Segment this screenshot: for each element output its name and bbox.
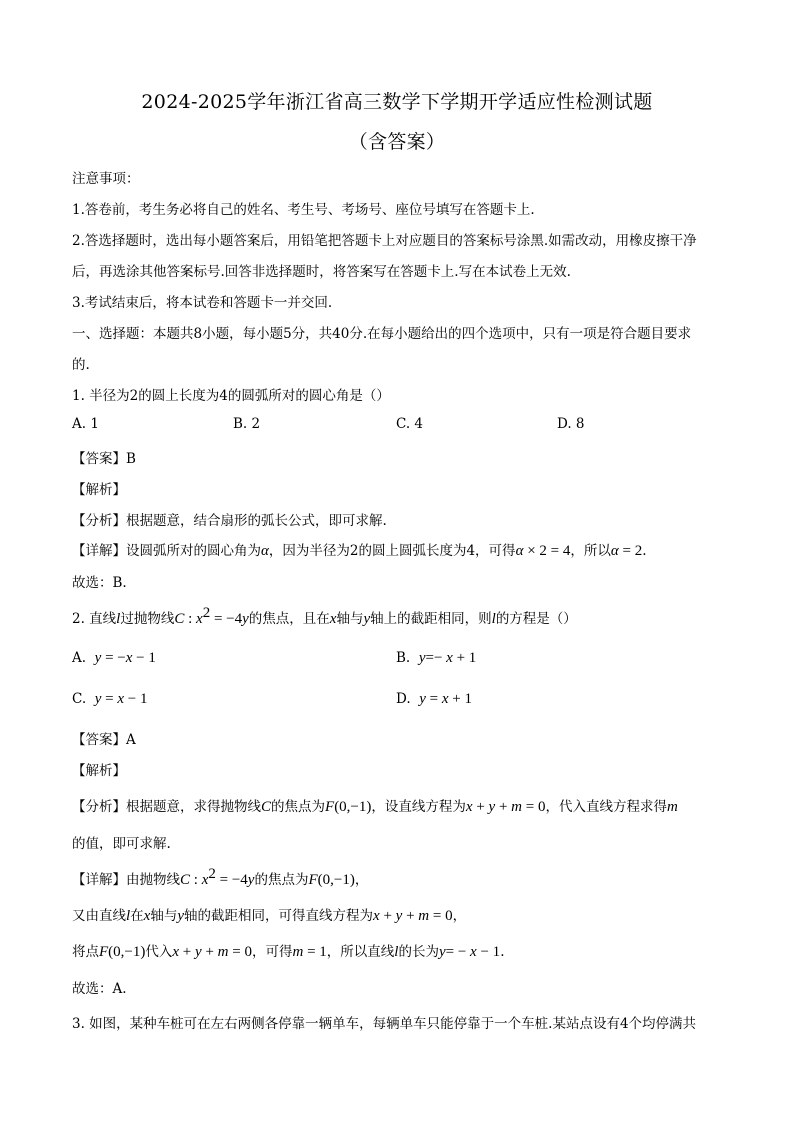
q2-choose: 故选：A. — [72, 981, 127, 997]
q1-detail: 【详解】设圆弧所对的圆心角为α，因为半径为2的圆上圆弧长度为4，可得α × 2 = 4，所以α = 2. — [72, 543, 647, 559]
document-subtitle: （含答案） — [348, 131, 446, 153]
alpha-formula: α — [261, 543, 269, 559]
q2-detail-line-2: 又由直线l在x轴与y轴的截距相同，可得直线方程为x + y + m = 0， — [72, 908, 467, 924]
notice-item-2-line-2: 后，再选涂其他答案标号.回答非选择题时，将答案写在答题卡上.写在本试卷上无效. — [72, 264, 571, 280]
section-heading-line-2: 的. — [72, 357, 90, 373]
q2-option-c: C. y = x − 1 — [72, 691, 148, 707]
notice-item-2-line-1: 2.答选择题时，选出每小题答案后，用铅笔把答题卡上对应题目的答案标号涂黑.如需改动，用橡皮擦干净 — [72, 233, 697, 249]
q1-answer: 【答案】B — [72, 451, 136, 467]
q1-analysis: 【分析】根据题意，结合扇形的弧长公式，即可求解. — [72, 513, 387, 529]
q1-detail-text-a: 【详解】设圆弧所对的圆心角为 — [72, 543, 261, 559]
alpha-result-formula: α — [610, 543, 619, 559]
notice-heading: 注意事项： — [72, 171, 140, 187]
q2-option-b: B. y=− x + 1 — [396, 650, 477, 666]
q1-detail-text-b: ，因为半径为2的圆上圆弧长度为4，可得 — [268, 543, 516, 559]
q2-detail-line-3: 将点F(0,−1)代入x + y + m = 0，可得m = 1，所以直线l的长为y= − x − 1. — [72, 944, 505, 960]
q2-answer: 【答案】A — [72, 732, 136, 748]
notice-item-3: 3.考试结束后，将本试卷和答题卡一并交回. — [72, 295, 333, 311]
q1-option-a: A. 1 — [72, 416, 99, 432]
q2-analysis-line-1: 【分析】根据题意，求得抛物线C的焦点为F(0,−1)，设直线方程为x + y + m = 0，代入直线方程求得m — [72, 799, 678, 815]
arc-equation-formula: α — [515, 543, 524, 559]
q3-stem: 3. 如图，某种车桩可在左右两侧各停靠一辆单车，每辆单车只能停靠于一个车桩.某站点设有4个均停满共 — [72, 1016, 697, 1032]
q1-detail-text-c: ，所以 — [570, 543, 611, 559]
q2-analysis-line-2: 的值，即可求解. — [72, 836, 171, 852]
section-heading-line-1: 一、选择题：本题共8小题，每小题5分，共40分.在每小题给出的四个选项中，只有一项是符合题目要求 — [72, 326, 692, 342]
q1-option-b: B. 2 — [233, 416, 261, 432]
q1-choose: 故选：B. — [72, 575, 127, 591]
q2-detail-line-1: 【详解】由抛物线C : $x^2 = -4y$的焦点为F(0,−1)， — [72, 866, 369, 888]
q2-option-a: A. y = −x − 1 — [72, 650, 156, 666]
notice-item-1: 1.答卷前，考生务必将自己的姓名、考生号、考场号、座位号填写在答题卡上. — [72, 202, 535, 218]
q1-stem: 1. 半径为2的圆上长度为4的圆弧所对的圆心角是（） — [72, 388, 390, 404]
q2-option-d: D. y = x + 1 — [396, 691, 473, 707]
q1-jiexi-label: 【解析】 — [72, 482, 126, 498]
q1-option-d: D. 8 — [557, 416, 585, 432]
q2-stem: 2. 直线l过抛物线C : $x^2 = -4y$的焦点，且在x轴与y轴上的截距相同，则l的方程是（） — [72, 605, 577, 627]
q1-option-c: C. 4 — [396, 416, 424, 432]
q2-jiexi-label: 【解析】 — [72, 763, 126, 779]
document-title: 2024-2025学年浙江省高三数学下学期开学适应性检测试题 — [141, 91, 653, 113]
